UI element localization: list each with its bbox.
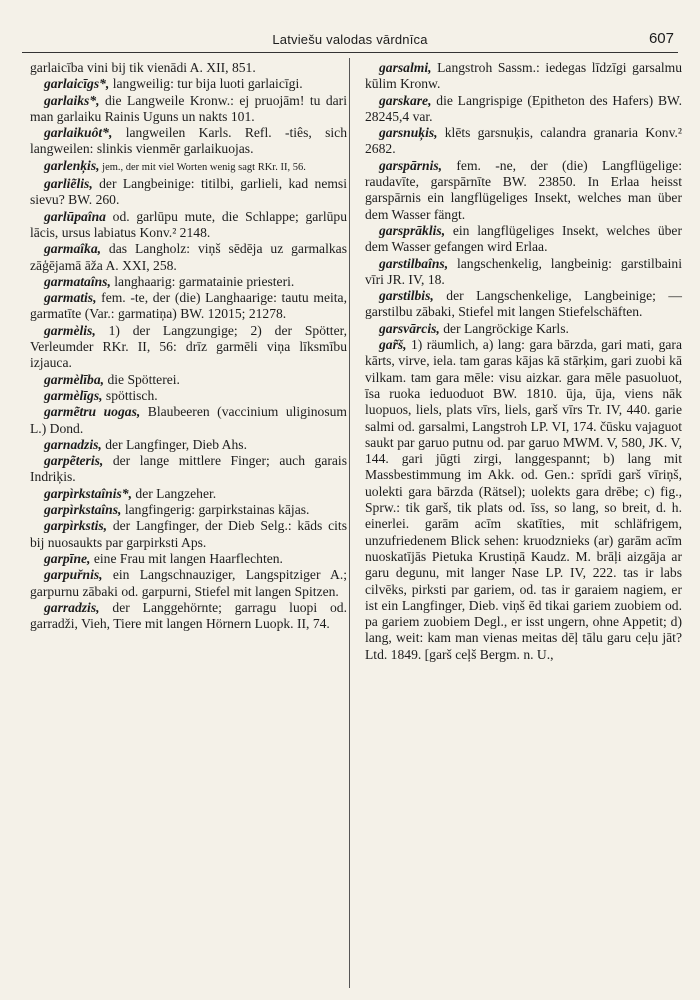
dictionary-entry [30, 437, 347, 453]
entry-definition: der Langfinger, Dieb Ahs. [101, 436, 247, 452]
dictionary-entry [30, 372, 347, 388]
page-header [22, 30, 678, 53]
entry-definition: der Langschenkelige, Langbeinige; — garstilbu zābaki, Stiefel mit langen Stiefelschäften. [365, 288, 682, 320]
entry-headword: garlenķis, [44, 157, 100, 173]
dictionary-entry [30, 502, 347, 518]
dictionary-entry [30, 551, 347, 567]
entry-headword: garmaîka, [44, 241, 102, 257]
entry-headword: garpẽteris, [44, 453, 104, 469]
entry-definition: Blaubeeren (vaccinium uliginosum L.) Dond. [30, 404, 347, 436]
entry-definition: ein langflügeliges Insekt, welches über dem Wasser gefangen wird Erlaa. [365, 222, 682, 255]
left-column [30, 60, 347, 632]
dictionary-entry [30, 600, 347, 633]
entry-headword: garpìrkstaîns, [44, 502, 122, 518]
entry-definition: langschenkelig, langbeinig: garstilbaini vīri JR. IV, 18. [365, 255, 682, 287]
dictionary-entry [30, 290, 347, 323]
entry-definition: 1) der Langzungige; 2) der Spötter, Verleumder RKr. II, 56: drīz garmēli viņa līksmību izjauca. [30, 322, 347, 371]
dictionary-entry [365, 223, 682, 256]
entry-headword: garlaikuôt*, [44, 125, 113, 141]
dictionary-entry [30, 176, 347, 209]
dictionary-entry [365, 125, 682, 158]
dictionary-entry [30, 125, 347, 158]
entry-headword: garlūpaîna [44, 208, 106, 224]
entry-definition: der Langröckige Karls. [439, 320, 569, 336]
entry-headword: garnadzis, [44, 436, 102, 452]
entry-headword: garsvārcis, [379, 320, 440, 336]
entry-headword: garmèlis, [44, 322, 96, 338]
dictionary-entry [30, 93, 347, 126]
dictionary-entry [30, 274, 347, 290]
entry-definition: fem. -ne, der (die) Langflügelige: raudavīte, garspārnīte BW. 23850. In Erlaa heisst garspārnis ein langflügeliges Insekt, welches man über dem Wasser fängt. [365, 157, 682, 222]
entry-headword: garpìrkstis, [44, 518, 108, 534]
dictionary-entry [30, 209, 347, 242]
dictionary-entry [30, 567, 347, 600]
entry-headword: garpuřnis, [44, 567, 103, 583]
running-title: Latviešu valodas vārdnīca [272, 32, 428, 47]
right-column [365, 60, 682, 663]
entry-definition: klēts garsnuķis, calandra granaria Konv.² 2682. [365, 125, 682, 157]
dictionary-entry [365, 60, 682, 93]
entry-definition: der Langgehörnte; garragu luopi od. garradži, Vieh, Tiere mit langen Hörnern Luopk. II, 74. [30, 599, 347, 632]
entry-definition: die Langrispige (Epitheton des Hafers) BW. 28245,4 var. [365, 92, 682, 124]
entry-headword: garlaiks*, [44, 92, 100, 108]
entry-headword: garsalmi, [379, 60, 432, 75]
entry-definition: fem. -te, der (die) Langhaarige: tautu meita, garmatīte (Var.: garmatiņa) BW. 12015; 21278. [30, 290, 347, 322]
dictionary-entry [365, 158, 682, 223]
page-number: 607 [648, 30, 674, 47]
entry-headword: garskare, [379, 92, 432, 108]
entry-definition: eine Frau mit langen Haarflechten. [90, 550, 283, 566]
entry-headword: garmèlība, [44, 371, 105, 387]
entry-headword: garmèlīgs, [44, 387, 103, 403]
entry-definition: garlaicība vini bij tik vienādi A. XII, 851. [30, 60, 256, 75]
entry-headword: garmataîns, [44, 273, 111, 289]
entry-definition: langweilig: tur bija luoti garlaicīgi. [109, 76, 303, 92]
dictionary-entry [30, 486, 347, 502]
dictionary-entry [30, 453, 347, 486]
dictionary-entry [365, 256, 682, 289]
dictionary-entry [365, 337, 682, 663]
entry-headword: garliẽlis, [44, 176, 93, 192]
entry-headword: garmatis, [44, 290, 97, 306]
entry-definition: die Spötterei. [104, 371, 180, 387]
entry-headword: garspārnis, [379, 157, 443, 173]
dictionary-entry [365, 288, 682, 321]
dictionary-entry [30, 241, 347, 274]
entry-definition: der Langbeinige: titilbi, garlieli, kad nemsi sievu? BW. 260. [30, 176, 347, 208]
entry-headword: garmẽtru uogas, [44, 404, 141, 420]
entry-definition: ein Langschnauziger, Langspitziger A.; garpurnu zābaki od. garpurni, Stiefel mit langen Spitzen. [30, 567, 347, 599]
entry-definition: langhaarig: garmatainie priesteri. [110, 273, 295, 289]
entry-definition: od. garlūpu mute, die Schlappe; garlūpu lācis, ursus labiatus Konv.² 2148. [30, 208, 347, 240]
entry-definition: der Langzeher. [132, 485, 217, 501]
column-divider [349, 58, 350, 988]
entry-definition: der Langfinger, der Dieb Selg.: kāds cits bij nuosaukts par garpirksti Aps. [30, 518, 347, 550]
entry-headword: garstilbis, [379, 288, 434, 304]
dictionary-entry [30, 76, 347, 92]
dictionary-entry [30, 388, 347, 404]
entry-headword: garradzis, [44, 599, 100, 615]
entry-definition: der lange mittlere Finger; auch garais Indriķis. [30, 453, 347, 485]
entry-headword: gar̃š, [379, 337, 407, 353]
entry-definition: das Langholz: viņš sēdēja uz garmalkas zāģējamā āža A. XXI, 258. [30, 241, 347, 273]
dictionary-entry [30, 158, 347, 176]
entry-headword: garsprāklis, [379, 222, 446, 238]
entry-definition: Langstroh Sassm.: iedegas līdzīgi garsalmu kūlim Kronw. [365, 60, 682, 92]
entry-definition: langfingerig: garpirkstainas kājas. [121, 502, 310, 518]
entry-definition: spöttisch. [102, 387, 158, 403]
entry-headword: garsnuķis, [379, 125, 438, 141]
dictionary-entry [365, 321, 682, 337]
entry-definition: langweilen Karls. Refl. -tiês, sich langweilen: slinkis vienmēr garlaikuojas. [30, 125, 347, 157]
dictionary-entry [30, 323, 347, 372]
entry-headword: garstilbaîns, [379, 255, 449, 271]
entry-headword: garpìrkstaînis*, [44, 485, 133, 501]
entry-definition: die Langweile Kronw.: ej pruojām! tu dari man garlaiku Rainis Uguns un nakts 101. [30, 92, 347, 124]
dictionary-entry [30, 404, 347, 437]
entry-headword: garlaicīgs*, [44, 76, 110, 92]
entry-definition: 1) räumlich, a) lang: gara bārzda, gari mati, gara kārts, virve, iela. tam garas kājas kā stārķim, gari zuobi kā vilkam. tam gara mēle: visu aizkar. gara mēle pasuoluot, īsa ruoka ieduoduot BW. 1810. ūja, ūja, viens nāk luopuos, liels, plats vīrs, liels, garš vīrs Tr. IV, 440. garie salmi od. garsalmi, Langstroh LP. VI, 174. čūsku vajaguot saukt par garuo putnu od. par garuo MWM. V, 580, JK. V, 144. gari jūgti zirgi, langgespannt; b) lang mit Massbestimmung im Akk. od. Gen.: sprīdi garš vīriņš, uolekti gara bārzda (Rätsel); uolekts gara drēbe; c) fig., Sprw.: tik garš, tik plats od. īss, so lang, so breit, d. h. einerlei. garām acīm skatīties, mit schläfrigem, unzufriedenem Blick sehen: kruodznieks (ar) garām acīm nuoskatījās Pietuka Krustiņā Kaudz. M. brāļi aizgāja ar garu degunu, mit langer Nase LP. IV, 222. tas ir labs cilvēks, pirksti par gariem, od. tas ir garaiem nagiem, er ist ein Langfinger, Dieb. viņš ēd tikai gariem zuobiem od. pa gariem zuobiem Degl., er isst ungern, ohne Appetit; d) lang, weit: kam man vienas meitas dēļ tālu garu ceļu jāt? Ltd. 1849. [garš ceļš Bergm. n. U., [365, 337, 682, 662]
dictionary-entry [30, 518, 347, 551]
dictionary-entry [365, 93, 682, 126]
entry-headword: garpīne, [44, 550, 91, 566]
dictionary-entry [30, 60, 347, 76]
entry-definition: jem., der mit viel Worten wenig sagt RKr. II, 56. [99, 161, 306, 173]
